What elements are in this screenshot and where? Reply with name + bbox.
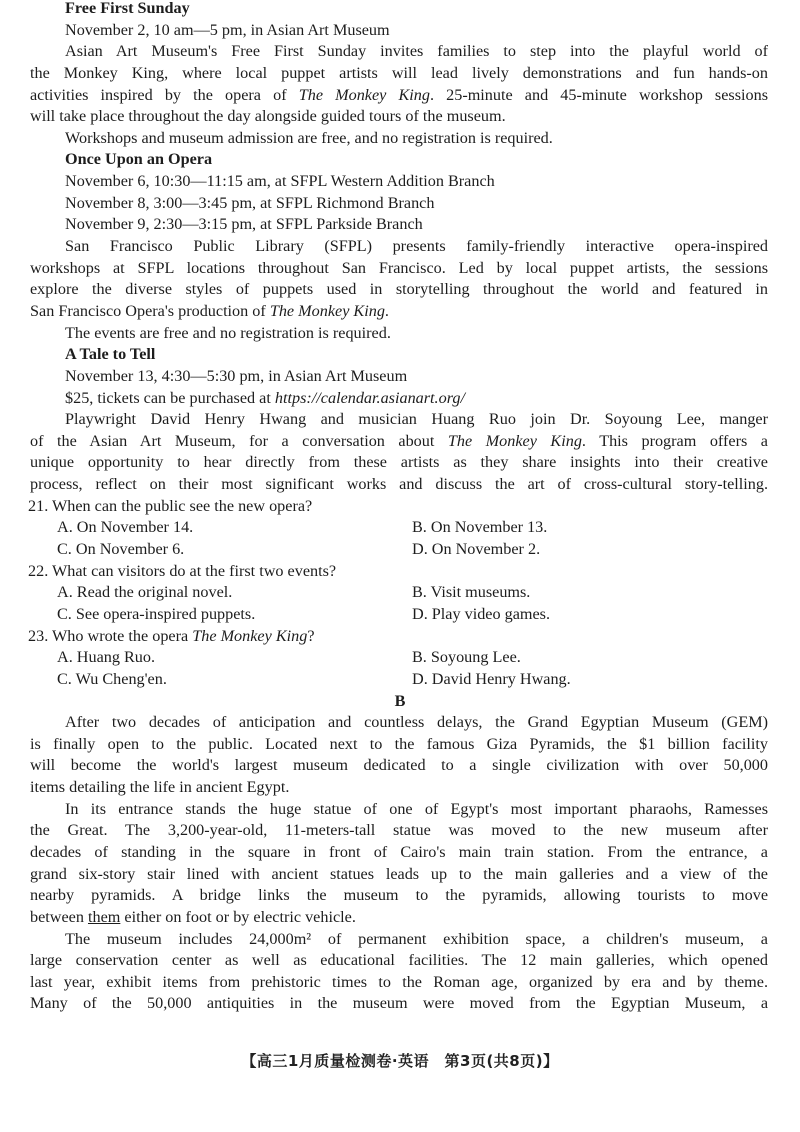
paragraph-line xyxy=(0,409,768,431)
text-segment: the Monkey King, where local puppet artists will lead lively demonstrations and fun hands-on xyxy=(30,63,768,82)
event-detail xyxy=(0,193,768,215)
answer-option xyxy=(0,582,412,604)
text-segment: 21. When can the public see the new opera? xyxy=(28,496,313,515)
text-segment: workshops at SFPL locations throughout San Francisco. Led by local puppet artists, the sessions xyxy=(30,258,768,277)
paragraph-line xyxy=(0,734,768,756)
italic-title: https://calendar.asianart.org/ xyxy=(274,388,465,407)
answer-option xyxy=(412,604,550,626)
text-segment: A. Read the original novel. xyxy=(57,583,233,602)
text-segment: B. Soyoung Lee. xyxy=(412,648,521,667)
answer-option xyxy=(412,517,547,539)
event-detail xyxy=(0,323,768,345)
question-stem xyxy=(0,496,766,518)
text-segment: nearby pyramids. A bridge links the museum to the pyramids, allowing tourists to move xyxy=(30,886,768,905)
text-segment: will become the world's largest museum dedicated to a single civilization with over 50,000 xyxy=(30,756,768,775)
answer-option xyxy=(412,539,540,561)
text-segment: activities inspired by the opera of xyxy=(30,85,299,104)
event-detail xyxy=(0,128,768,150)
text-segment: C. See opera-inspired puppets. xyxy=(57,604,256,623)
event-detail xyxy=(0,20,768,42)
text-segment: $25, tickets can be purchased at xyxy=(65,388,275,407)
text-segment: B. On November 13. xyxy=(412,518,548,537)
italic-title: The Monkey King xyxy=(269,301,385,320)
event-detail xyxy=(0,388,768,410)
answer-option xyxy=(0,604,412,626)
paragraph-line xyxy=(0,907,768,929)
option-row xyxy=(0,517,800,539)
paragraph-line xyxy=(0,799,768,821)
section-heading xyxy=(0,344,800,366)
section-heading xyxy=(0,149,800,171)
text-segment: of the Asian Art Museum, for a conversation about xyxy=(30,431,448,450)
paragraph-line xyxy=(0,431,768,453)
text-segment: B. Visit museums. xyxy=(412,583,531,602)
text-segment: Workshops and museum admission are free, and no registration is required. xyxy=(65,128,553,147)
paragraph-line xyxy=(0,972,768,994)
text-segment: D. David Henry Hwang. xyxy=(412,669,571,688)
text-segment: November 13, 4:30—5:30 pm, in Asian Art Museum xyxy=(65,366,408,385)
paragraph-line xyxy=(0,950,768,972)
paragraph-line xyxy=(0,864,768,886)
text-segment: last year, exhibit items from prehistoric times to the Roman age, organized by era and by theme. xyxy=(30,972,768,991)
text-segment: ? xyxy=(307,626,315,645)
text-segment: large conservation center as well as educational facilities. The 12 main galleries, which opened xyxy=(30,951,768,970)
text-segment: The events are free and no registration is required. xyxy=(65,323,391,342)
text-segment: In its entrance stands the huge statue of one of Egypt's most important pharaohs, Ramesses xyxy=(65,799,768,818)
paragraph-line xyxy=(0,452,768,474)
event-detail xyxy=(0,214,768,236)
text-segment: November 8, 3:00—3:45 pm, at SFPL Richmond Branch xyxy=(65,193,435,212)
answer-option xyxy=(0,647,412,669)
text-segment: will take place throughout the day alongside guided tours of the museum. xyxy=(30,107,506,126)
text-segment: C. Wu Cheng'en. xyxy=(57,669,167,688)
text-segment: The museum includes 24,000m² of permanent exhibition space, a children's museum, a xyxy=(65,929,768,948)
answer-option xyxy=(0,517,412,539)
underlined-word: them xyxy=(87,907,121,926)
text-segment: . This program offers a xyxy=(581,431,768,450)
italic-title: The Monkey King xyxy=(447,431,582,450)
section-heading xyxy=(0,0,800,20)
paragraph-line xyxy=(0,236,768,258)
paragraph-line xyxy=(0,279,768,301)
text-segment: C. On November 6. xyxy=(57,540,185,559)
text-segment: San Francisco Public Library (SFPL) presents family-friendly interactive opera-inspired xyxy=(65,237,768,256)
paragraph-line xyxy=(0,820,768,842)
text-segment: Free First Sunday xyxy=(65,0,190,17)
text-segment: either on foot or by electric vehicle. xyxy=(120,907,356,926)
event-detail xyxy=(0,366,768,388)
paragraph-line xyxy=(0,474,768,496)
text-segment: 22. What can visitors do at the first two events? xyxy=(28,561,337,580)
page-footer: 【高三1月质量检测卷·英语 第3页(共8页)】 xyxy=(241,1052,559,1070)
text-segment: November 6, 10:30—11:15 am, at SFPL Western Addition Branch xyxy=(65,172,495,191)
paragraph-line xyxy=(0,842,768,864)
paragraph-line xyxy=(0,85,768,107)
paragraph-line xyxy=(0,777,768,799)
paragraph-line xyxy=(0,106,768,128)
italic-title: The Monkey King xyxy=(192,626,308,645)
option-row xyxy=(0,539,800,561)
text-segment: items detailing the life in ancient Egypt. xyxy=(30,778,290,797)
paragraph-line xyxy=(0,993,768,1015)
paragraph-line xyxy=(0,41,768,63)
text-segment: San Francisco Opera's production of xyxy=(30,301,270,320)
question-stem xyxy=(0,561,766,583)
text-segment: unique opportunity to hear directly from these artists as they share insights into their creative xyxy=(30,453,768,472)
text-segment: the Great. The 3,200-year-old, 11-meters-tall statue was moved to the new museum after xyxy=(30,821,768,840)
text-segment: . 25-minute and 45-minute workshop sessions xyxy=(429,85,768,104)
paragraph-line xyxy=(0,258,768,280)
text-segment: After two decades of anticipation and countless delays, the Grand Egyptian Museum (GEM) xyxy=(65,713,768,732)
answer-option xyxy=(412,669,571,691)
text-segment: decades of standing in the square in front of Cairo's main train station. From the entrance, a xyxy=(30,842,768,861)
text-segment: between xyxy=(30,907,88,926)
answer-option xyxy=(0,539,412,561)
text-segment: is finally open to the public. Located next to the famous Giza Pyramids, the $1 billion facility xyxy=(30,734,768,753)
text-segment: grand six-story stair lined with ancient statues leads up to the main galleries and a view of the xyxy=(30,864,768,883)
text-segment: A Tale to Tell xyxy=(65,345,156,364)
answer-option xyxy=(0,669,412,691)
text-segment: 23. Who wrote the opera xyxy=(28,626,193,645)
paragraph-line xyxy=(0,712,768,734)
answer-option xyxy=(412,582,530,604)
text-segment: D. Play video games. xyxy=(412,604,551,623)
question-stem xyxy=(0,626,766,648)
text-segment: . xyxy=(384,301,389,320)
text-segment: November 9, 2:30—3:15 pm, at SFPL Parkside Branch xyxy=(65,215,423,234)
event-detail xyxy=(0,171,768,193)
answer-option xyxy=(412,647,521,669)
section-b-label: B xyxy=(394,691,406,710)
text-segment: process, reflect on their most significant works and discuss the art of cross-cultural story-telling. xyxy=(30,475,768,494)
option-row xyxy=(0,582,800,604)
text-segment: A. On November 14. xyxy=(57,518,194,537)
option-row xyxy=(0,647,800,669)
text-segment: Once Upon an Opera xyxy=(65,150,213,169)
text-segment: D. On November 2. xyxy=(412,540,541,559)
text-segment: explore the diverse styles of puppets used in storytelling throughout the world and featured in xyxy=(30,280,768,299)
italic-title: The Monkey King xyxy=(298,85,430,104)
text-segment: A. Huang Ruo. xyxy=(57,648,156,667)
text-segment: Many of the 50,000 antiquities in the museum were moved from the Egyptian Museum, a xyxy=(30,994,768,1013)
option-row xyxy=(0,669,800,691)
option-row xyxy=(0,604,800,626)
text-segment: November 2, 10 am—5 pm, in Asian Art Museum xyxy=(65,20,390,39)
text-segment: Playwright David Henry Hwang and musician Huang Ruo join Dr. Soyoung Lee, manger xyxy=(65,410,768,429)
paragraph-line xyxy=(0,929,768,951)
paragraph-line xyxy=(0,63,768,85)
paragraph-line xyxy=(0,301,768,323)
text-segment: Asian Art Museum's Free First Sunday invites families to step into the playful world of xyxy=(65,42,768,61)
paragraph-line xyxy=(0,755,768,777)
paragraph-line xyxy=(0,885,768,907)
